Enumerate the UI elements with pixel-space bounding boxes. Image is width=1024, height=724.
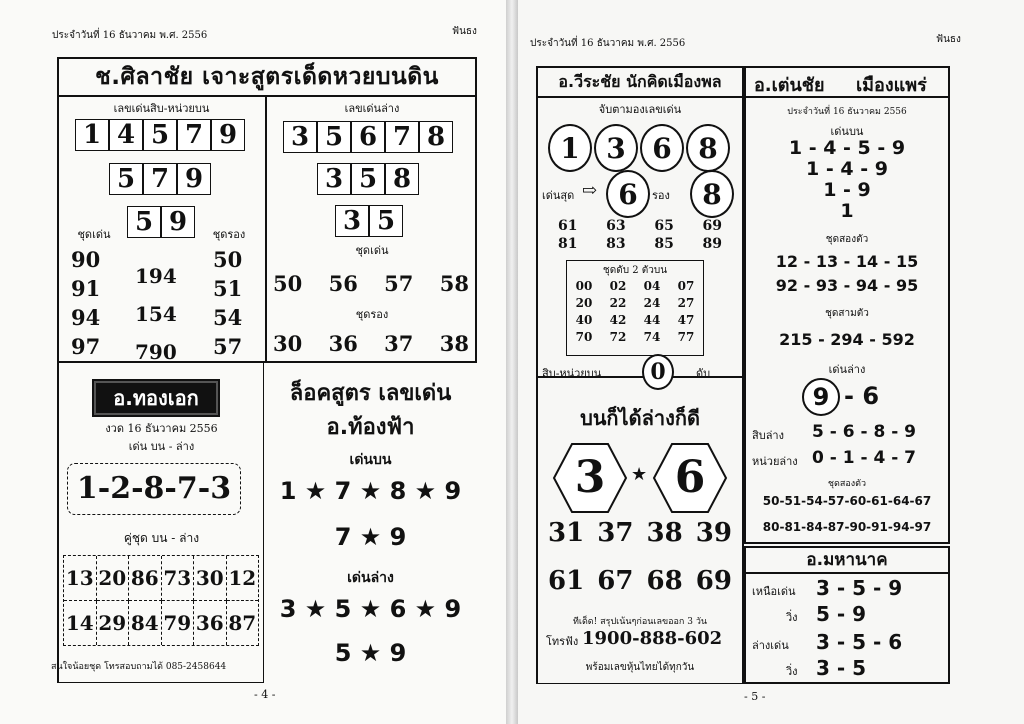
lower-main-number: 57 xyxy=(384,271,414,296)
tenchai-three-label: ชุดสามตัว xyxy=(825,308,869,319)
big-number: 68 xyxy=(646,566,683,596)
tenchai-title2: เมืองแพร่ xyxy=(856,75,927,96)
tenchai-top-row: 1 - 4 - 5 - 9 xyxy=(788,137,906,159)
tenchai-two-row: 92 - 93 - 94 - 95 xyxy=(775,276,919,295)
sub-set-number: 50 xyxy=(213,247,243,272)
werachai-number: 81 xyxy=(558,236,578,252)
werachai-dead-table xyxy=(566,260,704,356)
werachai-dead-num: 0 xyxy=(642,354,674,390)
left-page xyxy=(0,0,506,724)
thongfa-top-row1: 1 ★ 7 ★ 8 ★ 9 xyxy=(279,477,462,505)
dead-cell: 22 xyxy=(609,296,627,310)
tenchai-pairs2: 80-81-84-87-90-91-94-97 xyxy=(762,520,932,534)
big-number: 31 xyxy=(548,518,585,548)
thongfa-title1: ล็อคสูตร เลขเด่น xyxy=(289,381,452,406)
thongek-pairs-label: คู่ชุด บน - ล่าง xyxy=(123,531,200,545)
tenchai-two-row: 12 - 13 - 14 - 15 xyxy=(775,252,919,271)
mahanak-row-label: วิ่ง xyxy=(786,611,798,624)
tenchai-three-row: 215 - 294 - 592 xyxy=(779,330,915,349)
digit-cell: 3 xyxy=(317,163,351,195)
lower-main-number: 56 xyxy=(328,271,358,296)
pair-cell: 79 xyxy=(162,601,195,645)
pair-cell: 12 xyxy=(227,556,259,601)
sub-set-number: 51 xyxy=(213,276,243,301)
thongek-main-number: 1-2-8-7-3 xyxy=(67,463,241,515)
dead-cell: 24 xyxy=(643,296,661,310)
dead-cell: 04 xyxy=(643,279,661,293)
tenchai-two-rows xyxy=(746,250,948,298)
silachai-top-row2 xyxy=(109,163,211,195)
silachai-sub-set-label: ชุดรอง xyxy=(212,228,246,241)
thongek-footer: สนใจน้อยชุด โทรสอบถามได้ 085-2458644 xyxy=(51,662,227,672)
dead-cell: 42 xyxy=(609,313,627,327)
right-page xyxy=(518,0,1024,724)
tenchai-tens-label: สิบล่าง xyxy=(752,429,784,442)
mahanak-row-label: ล่างเด่น xyxy=(752,639,789,652)
digit-cell: 1 xyxy=(75,119,109,151)
werachai-circle: 6 xyxy=(640,124,684,172)
werachai-note: ทีเด็ด! สรุปเน้นๆก่อนเลขออก 3 วัน xyxy=(572,617,708,627)
silachai-top-label: เลขเด่นสิบ-หน่วยบน xyxy=(113,102,210,115)
pairs-row xyxy=(64,601,258,645)
mahanak-row-value: 5 - 9 xyxy=(816,602,867,626)
tenchai-box xyxy=(744,66,950,544)
silachai-lower-main xyxy=(273,271,469,296)
digit-cell: 5 xyxy=(351,163,385,195)
tenchai-tens: 5 - 6 - 8 - 9 xyxy=(812,422,916,442)
silachai-bottom-row2 xyxy=(317,163,419,195)
digit-cell: 8 xyxy=(385,163,419,195)
digit-cell: 4 xyxy=(109,119,143,151)
big-number: 38 xyxy=(646,518,683,548)
mahanak-row-label: เหนือเด่น xyxy=(752,585,796,598)
thongfa-top-label: เด่นบน xyxy=(349,452,392,468)
big-number: 39 xyxy=(695,518,732,548)
silachai-title: ช.ศิลาชัย เจาะสูตรเด็ดหวยบนดิน xyxy=(59,59,475,97)
werachai-big-row1 xyxy=(548,518,732,548)
lower-main-number: 50 xyxy=(273,271,303,296)
werachai-number: 63 xyxy=(606,218,626,234)
pair-cell: 84 xyxy=(129,601,162,645)
dead-cell: 07 xyxy=(677,279,695,293)
dead-cell: 70 xyxy=(575,330,593,344)
digit-cell: 8 xyxy=(419,121,453,153)
digit-cell: 3 xyxy=(335,205,369,237)
tenchai-top-row: 1 xyxy=(840,200,854,222)
dead-row xyxy=(567,278,703,295)
left-header-brand: ฟันธง xyxy=(452,26,477,37)
silachai-bottom-label: เลขเด่นล่าง xyxy=(344,102,400,115)
tenchai-date: ประจำวันที่ 16 ธันวาคม 2556 xyxy=(787,107,907,117)
tenchai-units-label: หน่วยล่าง xyxy=(752,455,798,468)
big-number: 67 xyxy=(597,566,634,596)
tenchai-pairs-label: ชุดสองตัว xyxy=(827,479,867,489)
werachai-circle: 3 xyxy=(594,124,638,172)
main-set-number: 97 xyxy=(71,334,101,359)
pair-cell: 87 xyxy=(228,611,257,635)
werachai-number: 83 xyxy=(606,236,626,252)
tenchai-pairs1: 50-51-54-57-60-61-64-67 xyxy=(762,494,932,508)
big-number: 61 xyxy=(548,566,585,596)
pair-cell: 36 xyxy=(194,601,227,645)
dead-cell: 72 xyxy=(609,330,627,344)
tenchai-units: 0 - 1 - 4 - 7 xyxy=(812,448,916,468)
right-header-date: ประจำวันที่ 16 ธันวาคม พ.ศ. 2556 xyxy=(530,38,686,49)
werachai-circle: 1 xyxy=(548,124,592,172)
main-set-number: 94 xyxy=(71,305,101,330)
left-page-number: - 4 - xyxy=(254,688,276,701)
werachai-slogan: บนก็ได้ล่างก็ดี xyxy=(580,406,700,430)
pair-cell: 14 xyxy=(64,601,97,645)
tenchai-title-bar xyxy=(746,68,948,98)
mahanak-row-value: 3 - 5 - 6 xyxy=(816,630,903,654)
hex-left-number: 3 xyxy=(574,452,606,503)
silachai-main-col xyxy=(71,245,100,361)
thongfa-title2: อ.ท้องฟ้า xyxy=(326,415,415,440)
mahanak-title: อ.มหานาค xyxy=(746,548,948,574)
digit-cell: 3 xyxy=(283,121,317,153)
werachai-lower-panel xyxy=(536,378,744,684)
werachai-second-label: รอง xyxy=(652,189,670,202)
main-set-number: 91 xyxy=(71,276,101,301)
dead-cell: 20 xyxy=(575,296,593,310)
thongek-panel xyxy=(51,363,264,683)
silachai-lower-sub-label: ชุดรอง xyxy=(355,308,389,321)
silachai-divider xyxy=(265,95,267,361)
werachai-phone: 1900-888-602 xyxy=(582,628,723,649)
tenchai-top-row: 1 - 4 - 9 xyxy=(806,158,888,180)
silachai-bottom-row3 xyxy=(335,205,403,237)
werachai-dead-word: ดับ xyxy=(696,367,711,380)
digit-cell: 5 xyxy=(127,206,161,238)
lower-sub-number: 38 xyxy=(439,331,469,356)
page-gutter xyxy=(506,0,518,724)
pair-cell: 73 xyxy=(162,556,195,601)
werachai-sub: จับตามองเลขเด่น xyxy=(598,103,682,116)
digit-cell: 5 xyxy=(369,205,403,237)
triple-number: 154 xyxy=(135,302,177,326)
silachai-triples xyxy=(135,257,177,371)
werachai-number: 89 xyxy=(702,236,722,252)
thongfa-panel xyxy=(264,363,477,683)
mahanak-box xyxy=(744,546,950,684)
dead-cell: 77 xyxy=(677,330,695,344)
pair-cell: 13 xyxy=(64,556,97,601)
right-header-brand: ฟันธง xyxy=(936,34,961,45)
digit-cell: 7 xyxy=(143,163,177,195)
werachai-dead-label: สิบ-หน่วยบน xyxy=(542,367,602,380)
tenchai-bottom-circle: 9 xyxy=(802,378,840,416)
werachai-number: 61 xyxy=(558,218,578,234)
mahanak-row-value: 3 - 5 xyxy=(816,656,867,680)
pair-cell: 86 xyxy=(129,556,162,601)
digit-cell: 5 xyxy=(143,119,177,151)
werachai-title: อ.วีระชัย นักคิดเมืองพล xyxy=(538,68,742,98)
werachai-box xyxy=(536,66,744,385)
pairs-row xyxy=(64,556,258,601)
silachai-bottom-row1 xyxy=(283,121,453,153)
silachai-sub-col xyxy=(213,245,242,361)
digit-cell: 5 xyxy=(109,163,143,195)
tenchai-bottom-label: เด่นล่าง xyxy=(828,363,866,376)
lower-sub-number: 37 xyxy=(384,331,414,356)
right-page-number: - 5 - xyxy=(744,690,766,703)
big-number: 37 xyxy=(597,518,634,548)
dead-cell: 02 xyxy=(609,279,627,293)
silachai-box xyxy=(57,57,477,363)
werachai-row1 xyxy=(558,218,722,234)
hex-right-number: 6 xyxy=(674,452,706,503)
mahanak-row-label: วิ่ง xyxy=(786,665,798,678)
dead-row xyxy=(567,312,703,329)
sub-set-number: 57 xyxy=(213,334,243,359)
thongfa-bottom-label: เด่นล่าง xyxy=(347,570,394,586)
dead-cell: 00 xyxy=(575,279,593,293)
tenchai-two-label: ชุดสองตัว xyxy=(825,234,869,245)
digit-cell: 9 xyxy=(177,163,211,195)
digit-cell: 5 xyxy=(317,121,351,153)
werachai-best-label: เด่นสุด xyxy=(542,189,575,202)
werachai-big-row2 xyxy=(548,566,732,596)
pair-cell: 29 xyxy=(97,601,130,645)
tenchai-bottom-rest: - 6 xyxy=(844,382,880,410)
thongek-pairs-grid xyxy=(63,555,259,646)
triple-number: 194 xyxy=(135,264,177,288)
dead-row xyxy=(567,295,703,312)
left-header-date: ประจำวันที่ 16 ธันวาคม พ.ศ. 2556 xyxy=(52,30,208,41)
pair-cell: 20 xyxy=(97,556,130,601)
tenchai-top-rows xyxy=(746,138,948,222)
dead-row xyxy=(567,329,703,346)
silachai-main-set-label: ชุดเด่น xyxy=(77,228,111,241)
silachai-lower-sub xyxy=(273,331,469,356)
tenchai-title1: อ.เต่นชัย xyxy=(754,75,825,96)
silachai-top-row3 xyxy=(127,206,195,238)
arrow-right-icon: ⇨ xyxy=(582,180,598,201)
big-number: 69 xyxy=(695,566,732,596)
thongfa-bottom-row1: 3 ★ 5 ★ 6 ★ 9 xyxy=(279,595,462,623)
star-icon: ★ xyxy=(631,464,648,485)
mahanak-row-value: 3 - 5 - 9 xyxy=(816,576,903,600)
digit-cell: 6 xyxy=(351,121,385,153)
werachai-phone-label: โทรฟัง xyxy=(546,635,579,648)
silachai-lower-main-label: ชุดเด่น xyxy=(355,244,389,257)
werachai-number: 69 xyxy=(702,218,722,234)
sub-set-number: 54 xyxy=(213,305,243,330)
tenchai-top-label: เด่นบน xyxy=(830,125,864,138)
thongfa-top-row2: 7 ★ 9 xyxy=(334,523,407,551)
lower-sub-number: 36 xyxy=(328,331,358,356)
dead-cell: 27 xyxy=(677,296,695,310)
werachai-number: 65 xyxy=(654,218,674,234)
thongfa-bottom-row2: 5 ★ 9 xyxy=(334,639,407,667)
werachai-circle: 8 xyxy=(686,124,730,172)
werachai-number: 85 xyxy=(654,236,674,252)
werachai-second: 8 xyxy=(690,170,734,218)
thongek-title: อ.ทองเอก xyxy=(94,381,218,415)
dead-cell: 40 xyxy=(575,313,593,327)
digit-cell: 7 xyxy=(177,119,211,151)
pair-cell: 30 xyxy=(194,556,227,601)
werachai-row2 xyxy=(558,236,722,252)
digit-cell: 9 xyxy=(211,119,245,151)
digit-cell: 7 xyxy=(385,121,419,153)
werachai-footer: พร้อมเลขหุ้นไทยได้ทุกวัน xyxy=(585,662,695,673)
triple-number: 790 xyxy=(135,340,177,364)
tenchai-top-row: 1 - 9 xyxy=(823,179,871,201)
dead-cell: 74 xyxy=(643,330,661,344)
dead-cell: 44 xyxy=(643,313,661,327)
main-set-number: 90 xyxy=(71,247,101,272)
dead-cell: 47 xyxy=(677,313,695,327)
werachai-table-title: ชุดดับ 2 ตัวบน xyxy=(602,265,668,276)
werachai-best: 6 xyxy=(606,170,650,218)
thongek-date: งวด 16 ธันวาคม 2556 xyxy=(105,422,218,435)
digit-cell: 9 xyxy=(161,206,195,238)
silachai-top-row1 xyxy=(75,119,245,151)
lower-main-number: 58 xyxy=(439,271,469,296)
thongek-sub: เด่น บน - ล่าง xyxy=(128,440,195,453)
lower-sub-number: 30 xyxy=(273,331,303,356)
